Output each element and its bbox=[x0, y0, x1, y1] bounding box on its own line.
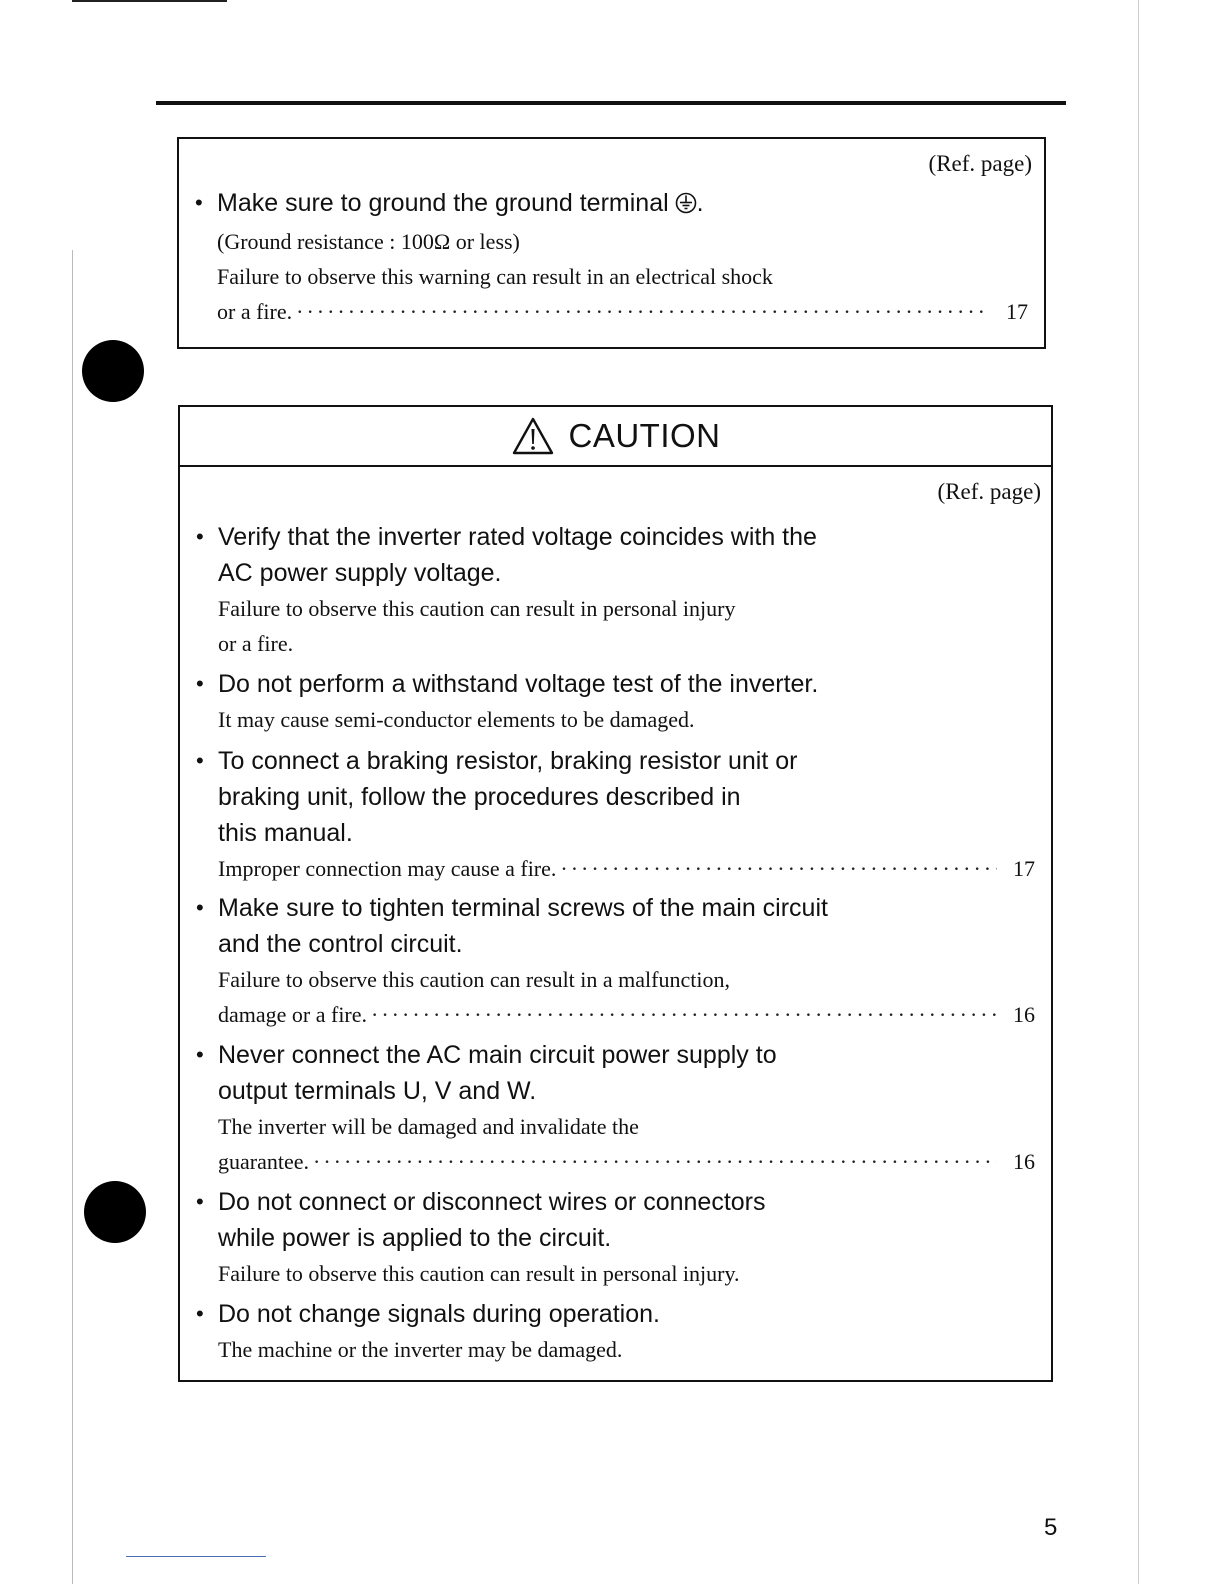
caution-item-detail: Failure to observe this caution can result in a malfunction, bbox=[218, 967, 730, 992]
warning-note: (Ground resistance : 100Ω or less) bbox=[217, 229, 520, 254]
binder-hole-top bbox=[82, 340, 144, 402]
caution-item-1 bbox=[196, 519, 1035, 661]
scan-bottom-line bbox=[126, 1556, 266, 1557]
caution-item-main: • Verify that the inverter rated voltage coincides with the AC power supply voltage. bbox=[196, 519, 1035, 591]
ref-page-number: 17 bbox=[1006, 299, 1028, 324]
ref-page-label: (Ref. page) bbox=[928, 151, 1032, 176]
caution-item-detail: The machine or the inverter may be damaged. bbox=[218, 1337, 623, 1362]
caution-item-2 bbox=[196, 666, 1035, 737]
warning-item bbox=[195, 185, 1028, 330]
caution-item-detail-leader: damage or a fire. ····· 16 bbox=[196, 997, 1035, 1033]
caution-item-main: • Do not connect or disconnect wires or connectors while power is applied to the circuit. bbox=[196, 1184, 1035, 1256]
scan-top-line bbox=[72, 0, 227, 2]
caution-item-detail-leader: guarantee. ····· 16 bbox=[196, 1144, 1035, 1180]
caution-header bbox=[180, 407, 1051, 467]
caution-item-detail: Failure to observe this caution can result in personal injury bbox=[218, 596, 736, 621]
warning-box bbox=[177, 137, 1046, 349]
caution-item-main: • Do not perform a withstand voltage test of the inverter. bbox=[196, 666, 1035, 702]
caution-item-main: • Do not change signals during operation. bbox=[196, 1296, 1035, 1332]
caution-item-main: • Never connect the AC main circuit power supply to output terminals U, V and W. bbox=[196, 1037, 1035, 1109]
caution-item-4 bbox=[196, 890, 1035, 1033]
page-edge-line bbox=[1138, 0, 1139, 1584]
caution-item-3 bbox=[196, 743, 1035, 887]
binder-hole-bottom bbox=[84, 1181, 146, 1243]
caution-item-main: • Make sure to tighten terminal screws of the main circuit and the control circuit. bbox=[196, 890, 1035, 962]
warning-detail: Failure to observe this warning can result in an electrical shock bbox=[217, 264, 773, 289]
caution-item-5 bbox=[196, 1037, 1035, 1180]
ref-page-number: 16 bbox=[1013, 1149, 1035, 1174]
caution-item-main: • To connect a braking resistor, braking resistor unit or braking unit, follow the procedures described in this manual. bbox=[196, 743, 1035, 851]
caution-item-detail: It may cause semi-conductor elements to be damaged. bbox=[218, 707, 695, 732]
caution-item-detail-leader: Improper connection may cause a fire. ····· 17 bbox=[196, 851, 1035, 887]
warning-detail-leader: or a fire. ····· 17 bbox=[195, 294, 1028, 330]
caution-item-detail: or a fire. bbox=[218, 631, 294, 656]
ref-page-number: 17 bbox=[1013, 856, 1035, 881]
ref-page-number: 16 bbox=[1013, 1002, 1035, 1027]
binding-edge-line bbox=[72, 250, 73, 1584]
page-number: 5 bbox=[1044, 1514, 1058, 1541]
caution-box bbox=[178, 405, 1053, 1382]
caution-item-6 bbox=[196, 1184, 1035, 1291]
ground-terminal-icon bbox=[675, 188, 697, 224]
warning-triangle-icon bbox=[511, 416, 555, 456]
header-rule bbox=[156, 101, 1066, 105]
warning-main-text: • Make sure to ground the ground terminal . bbox=[195, 185, 1028, 224]
ref-page-label: (Ref. page) bbox=[937, 479, 1041, 504]
caution-item-7 bbox=[196, 1296, 1035, 1367]
caution-item-detail: The inverter will be damaged and invalidate the bbox=[218, 1114, 639, 1139]
caution-title: CAUTION bbox=[568, 417, 721, 454]
caution-item-detail: Failure to observe this caution can result in personal injury. bbox=[218, 1261, 740, 1286]
